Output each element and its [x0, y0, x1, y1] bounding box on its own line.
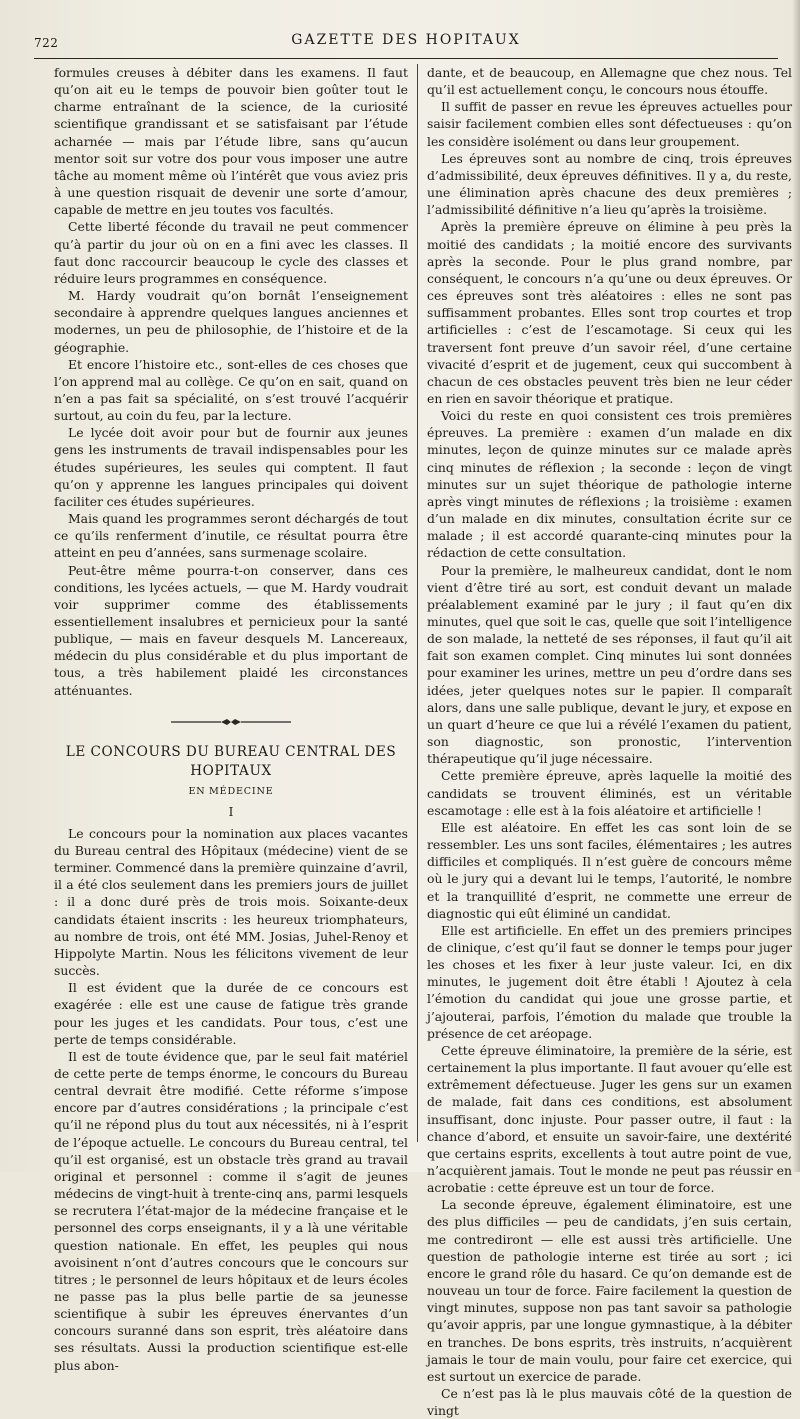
page-header — [34, 14, 778, 60]
paragraph: Il est de toute évidence que, par le seul fait matériel de cette perte de temps énorme, le concours du Bureau central devrait être modifié. Cette réforme s’impose encore par d’autres considérations ; la principale c’est qu’il ne répond plus du tout aux nécessités, ni à l’esprit de l’époque actuelle. Le concours du Bureau central, tel qu’il est organisé, est un obstacle très grand au travail original et personnel : comme il s’agit de jeunes médecins de vingt-huit à trente-cinq ans, parmi lesquels se recrutera l’état-major de la médecine française et le personnel des corps enseignants, il y a là une véritable question nationale. En effet, les peuples qui nous avoisinent n’ont d’autres concours que le concours sur titres ; le personnel de leurs hôpitaux et de leurs écoles ne passe pas la plus belle partie de sa jeunesse scientifique à subir les épreuves énervantes d’un concours suranné dans son esprit, très aléatoire dans ses résultats. Aussi la production scientifique est-elle plus abon- — [54, 1048, 408, 1373]
paragraph: Cette liberté féconde du travail ne peut commencer qu’à partir du jour où on en a fini avec les classes. Il faut donc raccourcir beaucoup le cycle des classes et réduire leurs programmes en conséquence. — [54, 219, 408, 286]
right-column — [427, 64, 792, 1419]
paragraph: Il est évident que la durée de ce concours est exagérée : elle est une cause de fatigue très grande pour les juges et les candidats. Pour tous, c’est une perte de temps considérable. — [54, 980, 408, 1047]
paragraph: Cette première épreuve, après laquelle la moitié des candidats se trouvent éliminés, est un véritable escamotage : elle est à la fois aléatoire et artificielle ! — [427, 768, 792, 818]
section-title: LE CONCOURS DU BUREAU CENTRAL DES HOPITAUX — [65, 743, 397, 779]
paragraph: Voici du reste en quoi consistent ces trois premières épreuves. La première : examen d’un malade en dix minutes, leçon de quinze minutes sur ce malade après cinq minutes de réflexion ; la seconde : leçon de vingt minutes sur un sujet théorique de pathologie interne après vingt minutes de réflexions ; la troisième : examen d’un malade en dix minutes, consultation écrite sur ce malade ; il est accordé quarante-cinq minutes pour la rédaction de cette consultation. — [427, 408, 792, 561]
paragraph: Le concours pour la nomination aux places vacantes du Bureau central des Hôpitaux (médecine) vient de se terminer. Commencé dans la première quinzaine d’avril, il a été clos seulement dans les premiers jours de juillet : il a donc duré près de trois mois. Soixante-deux candidats étaient inscrits : les heureux triomphateurs, au nombre de trois, ont été MM. Josias, Juhel-Renoy et Hippolyte Martin. Nous les félicitons vivement de leur succès. — [54, 825, 408, 979]
paragraph: Mais quand les programmes seront déchargés de tout ce qu’ils renferment d’inutile, ce résultat pourra être atteint en peu d’années, sans surmenage scolaire. — [54, 511, 408, 561]
running-title: GAZETTE DES HOPITAUX — [291, 32, 521, 48]
page-edge-shadow — [792, 0, 800, 1172]
page-number: 722 — [34, 36, 59, 50]
section-number: I — [228, 804, 234, 819]
paragraph: Après la première épreuve on élimine à peu près la moitié des candidats ; la moitié encore des survivants après la seconde. Pour le plus grand nombre, par conséquent, le concours n’a qu’une ou deux épreuves. Or ces épreuves sont très aléatoires : elles ne sont pas suffisamment probantes. Elles sont trop courtes et trop artificielles : c’est de l’escamotage. Si ceux qui les traversent font preuve d’un savoir réel, d’une certaine vivacité d’esprit et de jugement, ceux qui succombent à chacun de ces obstacles peuvent très bien ne leur céder en rien en savoir théorique et pratique. — [427, 219, 792, 406]
section-subtitle: EN MÉDECINE — [188, 785, 274, 797]
paragraph: Elle est aléatoire. En effet les cas sont loin de se ressembler. Les uns sont faciles, élémentaires ; les autres difficiles et compliqués. Il n’est guère de concours même où le jury qui a devant lui le temps, l’autorité, le nombre et la tranquillité d’esprit, ne commette une erreur de diagnostic qui eût éliminé un candidat. — [427, 819, 792, 921]
paragraph: Elle est artificielle. En effet un des premiers principes de clinique, c’est qu’il faut se donner le temps pour juger les choses et les fixer à leur juste valeur. Ici, en dix minutes, le jugement doit être établi ! Ajoutez à cela l’émotion du candidat qui joue une grosse partie, et j’ajouterai, parfois, l’émotion du malade que trouble la présence de cet aréopage. — [427, 922, 792, 1041]
column-divider — [417, 64, 418, 1142]
paragraph: Ce n’est pas là le plus mauvais côté de la question de vingt — [427, 1386, 792, 1419]
header-rule — [34, 58, 778, 59]
paragraph: Peut-être même pourra-t-on conserver, dans ces conditions, les lycées actuels, — que M. Hardy voudrait voir supprimer comme des établissements essentiellement insalubres et pernicieux pour la santé publique, — mais en faveur desquels M. Lancereaux, médecin du plus considérable et du plus important de tous, a très habilement plaidé les circonstances atténuantes. — [54, 562, 408, 698]
left-column — [54, 64, 408, 1373]
paragraph: dante, et de beaucoup, en Allemagne que chez nous. Tel qu’il est actuellement conçu, le concours nous étouffe. — [427, 65, 792, 98]
paragraph: Cette épreuve éliminatoire, la première de la série, est certainement la plus importante. Il faut avouer qu’elle est extrêmement défectueuse. Juger les gens sur un examen de malade, fait dans ces conditions, est absolument insuffisant, donc injuste. Pour passer outre, il faut : la chance d’abord, et ensuite un savoir-faire, une dextérité que certains esprits, excellents à tout autre point de vue, n’acquièrent jamais. Tout le monde ne peut pas réussir en acrobatie : cette épreuve est un tour de force. — [427, 1042, 792, 1196]
paragraph: Le lycée doit avoir pour but de fournir aux jeunes gens les instruments de travail indispensables pour les études supérieures, les seules qui comptent. Il faut qu’on y apprenne les langues principales qui doivent faciliter ces études supérieures. — [54, 425, 408, 509]
paragraph: M. Hardy voudrait qu’on bornât l’enseignement secondaire à apprendre quelques langues anciennes et modernes, un peu de philosophie, de l’histoire et de la géographie. — [54, 288, 408, 355]
paragraph: La seconde épreuve, également éliminatoire, est une des plus difficiles — peu de candidats, j’en suis certain, me contrediront — elle est aussi très artificielle. Une question de pathologie interne est tirée au sort ; ici encore le grand rôle du hasard. Ce qu’on demande est de nouveau un tour de force. Faire facilement la question de vingt minutes, suppose non pas tant savoir sa pathologie qu’avoir appris, par une longue gymnastique, à la débiter en tranches. De bons esprits, très instruits, n’acquièrent jamais le tour de main voulu, pour faire cet exercice, qui est surtout un exercice de parade. — [427, 1197, 792, 1384]
paragraph: Il suffit de passer en revue les épreuves actuelles pour saisir facilement combien elles sont défectueuses : qu’on les considère isolément ou dans leur groupement. — [427, 99, 792, 149]
paragraph: Et encore l’histoire etc., sont-elles de ces choses que l’on apprend mal au collège. Ce qu’on en sait, quand on n’en a pas fait sa spécialité, on s’est trouvé l’acquérir surtout, au coin du feu, par la lecture. — [54, 356, 408, 424]
paragraph: formules creuses à débiter dans les examens. Il faut qu’on ait eu le temps de pouvoir bien goûter tout le charme entraînant de la science, de la curiosité scientifique grandissant et se satisfaisant par l’étude acharnée — mais par l’étude libre, sans qu’aucun mentor soit sur votre dos pour vous imposer une autre tâche au moment même où l’intérêt que vous aviez pris à une question risquait de devenir une sorte d’amour, capable de mettre en jeu toutes vos facultés. — [54, 65, 408, 218]
paragraph: Pour la première, le malheureux candidat, dont le nom vient d’être tiré au sort, est conduit devant un malade préalablement examiné par le jury ; il faut qu’en dix minutes, quel que soit le cas, quelle que soit l’intelligence de son malade, la netteté de ses réponses, il faut qu’il ait fait son examen complet. Cinq minutes lui sont données pour examiner les urines, mettre un peu d’ordre dans ses idées, jeter quelques notes sur le papier. Il comparaît alors, dans une salle publique, devant le jury, et expose en un quart d’heure ce que lui a révélé l’examen du patient, son diagnostic, son pronostic, l’intervention thérapeutique qu’il juge nécessaire. — [427, 562, 792, 767]
section-separator-ornament — [54, 707, 408, 737]
paragraph: Les épreuves sont au nombre de cinq, trois épreuves d’admissibilité, deux épreuves définitives. Il y a, du reste, une élimination après chacune des deux premières ; l’admissibilité définitive n’a lieu qu’après la troisième. — [427, 150, 792, 218]
